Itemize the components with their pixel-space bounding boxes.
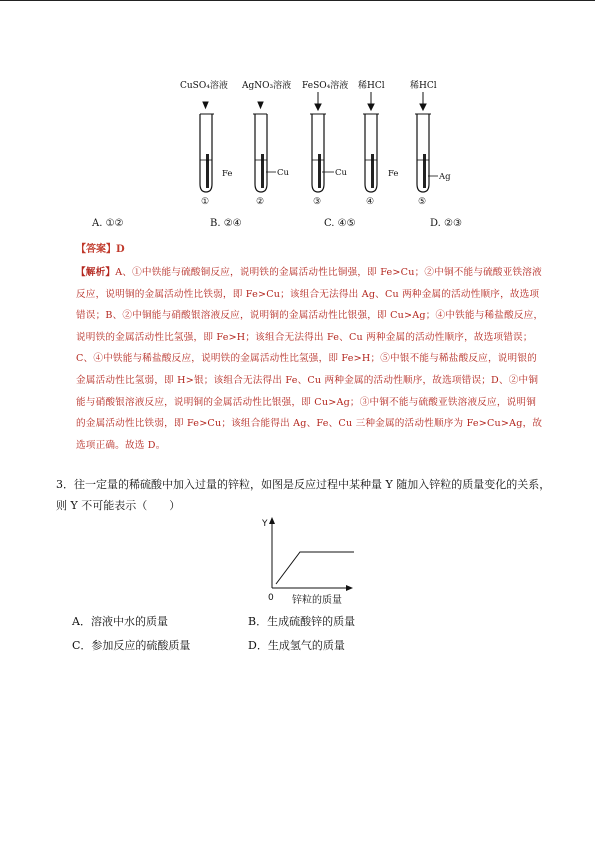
y-axis-arrow	[269, 517, 275, 524]
q3-option-d: D．生成氢气的质量	[248, 639, 345, 652]
question-options	[92, 218, 512, 232]
reagent-label: 稀HCl	[358, 81, 385, 91]
q3-option-c: C．参加反应的硫酸质量	[72, 639, 191, 652]
q3-option-b: B．生成硫酸锌的质量	[248, 615, 356, 628]
analysis-paragraph	[76, 262, 544, 456]
x-axis-arrow	[346, 585, 353, 591]
page-top-rule	[0, 0, 595, 1]
metal-label: Cu	[277, 168, 289, 178]
option-b: B. ②④	[210, 218, 242, 229]
metal-strip	[318, 154, 321, 188]
tube-number: ①	[201, 197, 210, 207]
drop-arrow	[203, 92, 426, 110]
tube-number: ⑤	[418, 197, 427, 207]
option-d: D. ②③	[430, 218, 462, 229]
origin-label: 0	[268, 593, 274, 603]
q3-option-a: A．溶液中水的质量	[72, 615, 168, 628]
answer-line: 【答案】D	[76, 244, 125, 255]
reagent-label: AgNO₃溶液	[242, 81, 292, 91]
metal-label: Cu	[335, 168, 347, 178]
option-a: A. ①②	[92, 218, 124, 229]
question-3-stem: 3．往一定量的稀硫酸中加入过量的锌粒，如图是反应过程中某种量 Y 随加入锌粒的质量变化的关系，则 Y 不可能表示（ ）	[56, 478, 551, 512]
analysis-text: A、①中铁能与硫酸铜反应，说明铁的金属活动性比铜强，即 Fe>Cu；②中铜不能与硫酸亚铁溶液反应，说明铜的金属活动性比铁弱，即 Fe>Cu；该组合无法得出 Ag、Cu 两种金属的活动性顺序，故选项错误；B、②中铜能与硝酸银溶液反应，说明铜的金属活动性比银强，即 Cu>Ag；④中铁能与稀盐酸反应，说明铁的金属活动性比氢强，即 Fe>H；该组合无法得出 Fe、Cu 两种金属的活动性顺序，故选项错误；C、④中铁能与稀盐酸反应，说明铁的金属活动性比氢强，即 Fe>H；⑤中银不能与稀盐酸反应，说明银的金属活动性比氢弱，即 H>银；该组合无法得出 Fe、Cu 两种金属的活动性顺序，故选项错误；D、②中铜能与硝酸银溶液反应，说明铜的金属活动性比银强，即 Cu>Ag；③中铜不能与硫酸亚铁溶液反应，说明铜的金属活动性比铁弱，即 Fe>Cu；该组合能得出 Ag、Fe、Cu 三种金属的活动性顺序为 Fe>Cu>Ag，故选项正确。故选 D。	[76, 267, 544, 451]
metal-label: Fe	[388, 169, 399, 179]
tube-number: ③	[313, 197, 322, 207]
y-axis-label: Y	[262, 519, 268, 529]
tube-number: ②	[256, 197, 265, 207]
test-tube-figure	[170, 78, 470, 208]
metal-strip	[371, 154, 374, 188]
metal-strip	[423, 154, 426, 188]
tube-number: ④	[366, 197, 375, 207]
metal-label: Fe	[222, 169, 233, 179]
reagent-label: FeSO₄溶液	[302, 81, 349, 91]
analysis-lead: 【解析】	[76, 267, 116, 278]
reagent-label: 稀HCl	[410, 81, 437, 91]
metal-label: Ag	[439, 172, 451, 182]
reagent-label: CuSO₄溶液	[180, 81, 228, 91]
option-c: C. ④⑤	[324, 218, 356, 229]
x-axis-label: 锌粒的质量	[292, 595, 342, 606]
data-line	[276, 552, 354, 584]
question-3-graph	[258, 514, 368, 606]
metal-strip	[206, 154, 209, 188]
metal-strip	[261, 154, 264, 188]
